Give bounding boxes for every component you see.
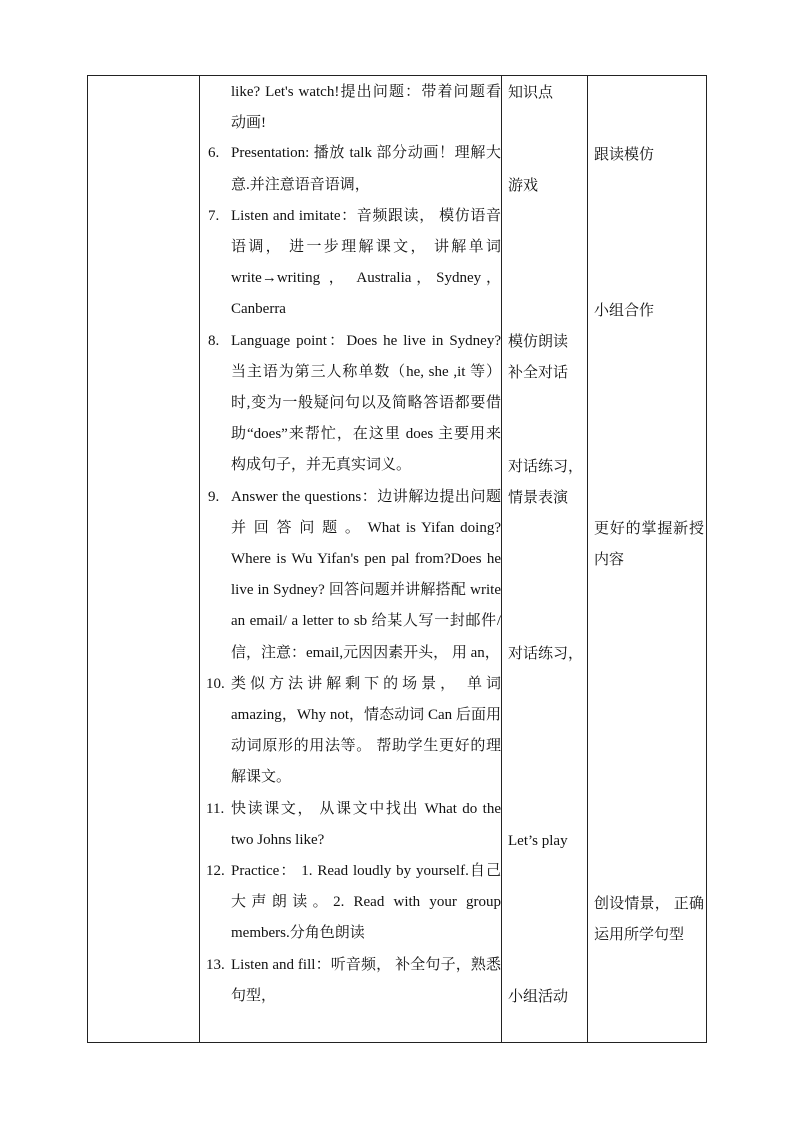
- procedure-item: like? Let's watch!提出问题：带着问题看动画!: [231, 84, 501, 132]
- purpose-cell: 创设情景， 正确运用所学句型: [594, 896, 704, 944]
- purpose-cell: 跟读模仿: [594, 147, 655, 163]
- column-divider: [199, 76, 200, 1042]
- procedure-item: 7. Listen and imitate：音频跟读， 模仿语音语调， 进一步理解课文， 讲解单词 write→writing ， Australia，Sydney，Canberra: [208, 207, 501, 318]
- procedure-item: 8. Language point：Does he live in Sydney? 当主语为第三人称单数（he, she ,it 等）时,变为一般疑问句以及简略答语都要借助“does”来帮忙，在这里 does 主要用来构成句子，并无真实词义。: [208, 332, 501, 474]
- activity-cell: 对话练习，: [508, 646, 584, 662]
- column-divider: [501, 76, 502, 1042]
- activity-cell: Let’s play: [508, 833, 568, 849]
- procedure-item: 13. Listen and fill：听音频， 补全句子，熟悉句型，: [206, 956, 501, 1004]
- activity-cell: 模仿朗读: [508, 334, 569, 350]
- procedure-item: 10. 类似方法讲解剩下的场景， 单词 amazing，Why not，情态动词 Can 后面用动词原形的用法等。 帮助学生更好的理解课文。: [206, 675, 501, 786]
- procedure-item: 9. Answer the questions：边讲解边提出问题 并 回 答 问 题 。 What is Yifan doing?Where is Wu Yifan's pen pal from?Does he live in Sydney? 回答问题并讲解搭配 write an email/ a letter to sb 给某人写一封邮件/信，注意：email,元因因素开头， 用 an，: [208, 488, 501, 661]
- activity-cell: 对话练习，: [508, 459, 584, 475]
- purpose-cell: 更好的掌握新授内容: [594, 521, 704, 569]
- lesson-table: [87, 75, 707, 1043]
- activity-cell: 知识点: [508, 85, 554, 101]
- purpose-cell: 小组合作: [594, 303, 655, 319]
- procedure-item: 12. Practice： 1. Read loudly by yourself.自己大声朗读。2. Read with your group members.分角色朗读: [206, 863, 501, 942]
- activity-cell: 补全对话: [508, 365, 569, 381]
- activity-cell: 小组活动: [508, 989, 569, 1005]
- procedure-item: 11. 快读课文， 从课文中找出 What do the two Johns like?: [206, 800, 501, 848]
- activity-cell: 情景表演: [508, 490, 569, 506]
- activity-cell: 游戏: [508, 178, 539, 194]
- procedure-item: 6. Presentation: 播放 talk 部分动画！理解大意.并注意语音语调，: [208, 145, 501, 193]
- procedure-column: [201, 76, 501, 1012]
- column-divider: [587, 76, 588, 1042]
